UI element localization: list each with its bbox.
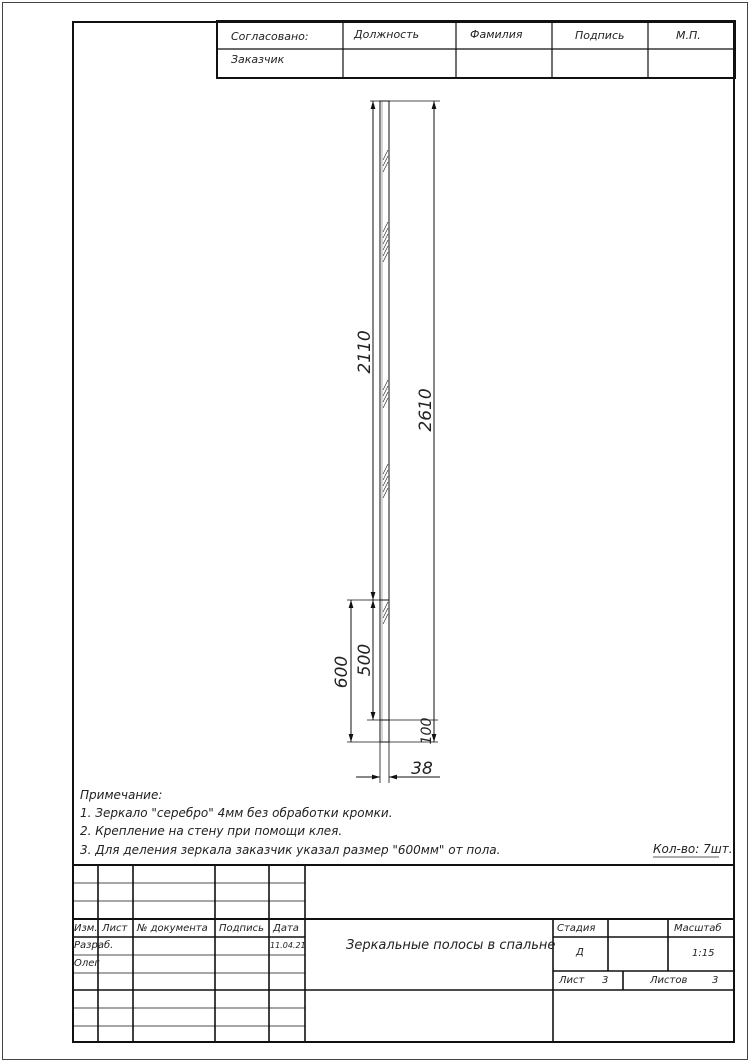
drawing-title: Зеркальные полосы в спальне xyxy=(346,938,556,953)
tb-col-sheet: Лист xyxy=(102,923,128,934)
tb-developer-date: 11.04.21 xyxy=(270,941,306,950)
tb-col-doc: № документа xyxy=(137,923,208,934)
tb-scale-value: 1:15 xyxy=(692,948,715,959)
dim-total-height: 2610 xyxy=(416,388,436,432)
dim-mirror-height: 2110 xyxy=(355,330,375,374)
tb-col-change: Изм. xyxy=(74,923,98,934)
tb-sheet-value: 3 xyxy=(602,975,609,986)
tb-sheets-value: 3 xyxy=(712,975,719,986)
dim-bottom-mirror: 500 xyxy=(355,643,375,677)
col-stamp: М.П. xyxy=(676,29,701,42)
approval-label: Согласовано: xyxy=(231,30,309,43)
extension-lines xyxy=(347,101,440,783)
col-signature: Подпись xyxy=(575,29,625,42)
customer-label: Заказчик xyxy=(231,53,285,66)
notes-title: Примечание: xyxy=(80,788,163,802)
mirror-strip xyxy=(380,101,389,742)
tb-scale-label: Масштаб xyxy=(674,923,722,934)
tb-stage-label: Стадия xyxy=(557,923,596,934)
dim-floor-offset: 600 xyxy=(332,655,352,689)
title-block-lines xyxy=(72,865,735,1043)
tb-developer-name: Олег xyxy=(74,958,100,969)
col-surname: Фамилия xyxy=(470,28,523,41)
quantity-label: Кол-во: 7шт. xyxy=(653,842,733,856)
tb-col-date: Дата xyxy=(273,923,299,934)
col-position: Должность xyxy=(354,28,420,41)
dim-thickness: 38 xyxy=(411,759,433,779)
mirror-hatching xyxy=(383,150,388,624)
note-item-2: 2. Крепление на стену при помощи клея. xyxy=(80,824,343,838)
note-item-3: 3. Для деления зеркала заказчик указал размер "600мм" от пола. xyxy=(80,843,501,857)
note-item-1: 1. Зеркало "серебро" 4мм без обработки кромки. xyxy=(80,806,393,820)
dim-gap: 100 xyxy=(419,717,435,745)
tb-sheet-label: Лист xyxy=(559,975,585,986)
tb-stage-value: Д xyxy=(576,947,584,958)
tb-col-sign: Подпись xyxy=(219,923,264,934)
tb-developer-label: Разраб. xyxy=(74,940,114,951)
tb-sheets-label: Листов xyxy=(650,975,688,986)
